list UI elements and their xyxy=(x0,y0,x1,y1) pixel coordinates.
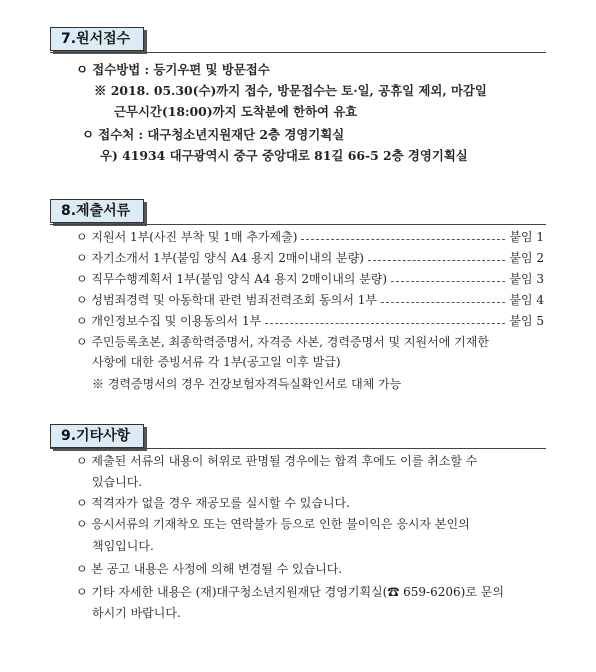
extra-documents-line1: ㅇ 주민등록초본, 최종학력증명서, 자격증 사본, 경력증명서 및 지원서에 기재한 xyxy=(76,335,489,349)
misc-line: ㅇ 응시서류의 기재착오 또는 연락불가 등으로 인한 불이익은 응시자 본인의 xyxy=(76,517,470,531)
leader-dashes xyxy=(265,313,505,324)
misc-line: 책임입니다. xyxy=(92,539,154,553)
submission-note-line1: ※ 2018. 05.30(수)까지 접수, 방문접수는 토·일, 공휴일 제외, 마감일 xyxy=(94,83,487,98)
misc-line: ㅇ 기타 자세한 내용은 (재)대구청소년지원재단 경영기획실(☎ 659-6206)로 문의 xyxy=(76,585,504,599)
leader-dashes xyxy=(391,271,505,282)
leader-dashes xyxy=(301,229,505,240)
document-item-text: ㅇ 지원서 1부(사진 부착 및 1매 추가제출) xyxy=(76,230,298,244)
document-item-text: ㅇ 개인정보수집 및 이용동의서 1부 xyxy=(76,314,262,328)
document-item xyxy=(76,271,544,287)
misc-line: 있습니다. xyxy=(92,475,143,489)
document-item xyxy=(76,292,544,308)
section-8-heading: 8.제출서류 xyxy=(50,199,144,223)
section-8-divider xyxy=(50,224,546,225)
section-9-divider xyxy=(50,448,546,449)
section-7-heading: 7.원서접수 xyxy=(50,27,144,51)
misc-line: 하시기 바랍니다. xyxy=(92,606,181,620)
extra-documents-line2: 사항에 대한 증빙서류 각 1부(공고일 이후 발급) xyxy=(92,355,341,369)
attachment-label: 붙임 2 xyxy=(509,251,544,265)
document-item xyxy=(76,313,544,329)
document-item-text: ㅇ 직무수행계획서 1부(붙임 양식 A4 용지 2매이내의 분량) xyxy=(76,272,388,286)
leader-dashes xyxy=(381,292,505,303)
attachment-label: 붙임 1 xyxy=(509,230,544,244)
submission-note-line2: 근무시간(18:00)까지 도착분에 한하여 유효 xyxy=(114,104,358,119)
attachment-label: 붙임 3 xyxy=(509,272,544,286)
section-9-heading: 9.기타사항 xyxy=(50,424,144,448)
attachment-label: 붙임 5 xyxy=(509,314,544,328)
attachment-label: 붙임 4 xyxy=(509,293,544,307)
document-item-text: ㅇ 성범죄경력 및 아동학대 관련 범죄전력조회 동의서 1부 xyxy=(76,293,377,307)
submission-address: 우) 41934 대구광역시 중구 중앙대로 81길 66-5 2층 경영기획실 xyxy=(100,148,468,163)
extra-documents-note: ※ 경력증명서의 경우 건강보험자격득실확인서로 대체 가능 xyxy=(92,377,402,391)
misc-line: ㅇ 적격자가 없을 경우 재공모를 실시할 수 있습니다. xyxy=(76,496,350,510)
document-item xyxy=(76,229,544,245)
misc-line: ㅇ 제출된 서류의 내용이 허위로 판명될 경우에는 합격 후에도 이를 취소할 수 xyxy=(76,454,478,468)
submission-place: ㅇ 접수처 : 대구청소년지원재단 2층 경영기획실 xyxy=(82,127,345,142)
leader-dashes xyxy=(368,250,505,261)
document-item xyxy=(76,250,544,266)
section-7-divider xyxy=(50,52,546,53)
misc-line: ㅇ 본 공고 내용은 사정에 의해 변경될 수 있습니다. xyxy=(76,562,343,576)
document-item-text: ㅇ 자기소개서 1부(붙임 양식 A4 용지 2매이내의 분량) xyxy=(76,251,364,265)
submission-method: ㅇ 접수방법 : 등기우편 및 방문접수 xyxy=(76,62,270,77)
